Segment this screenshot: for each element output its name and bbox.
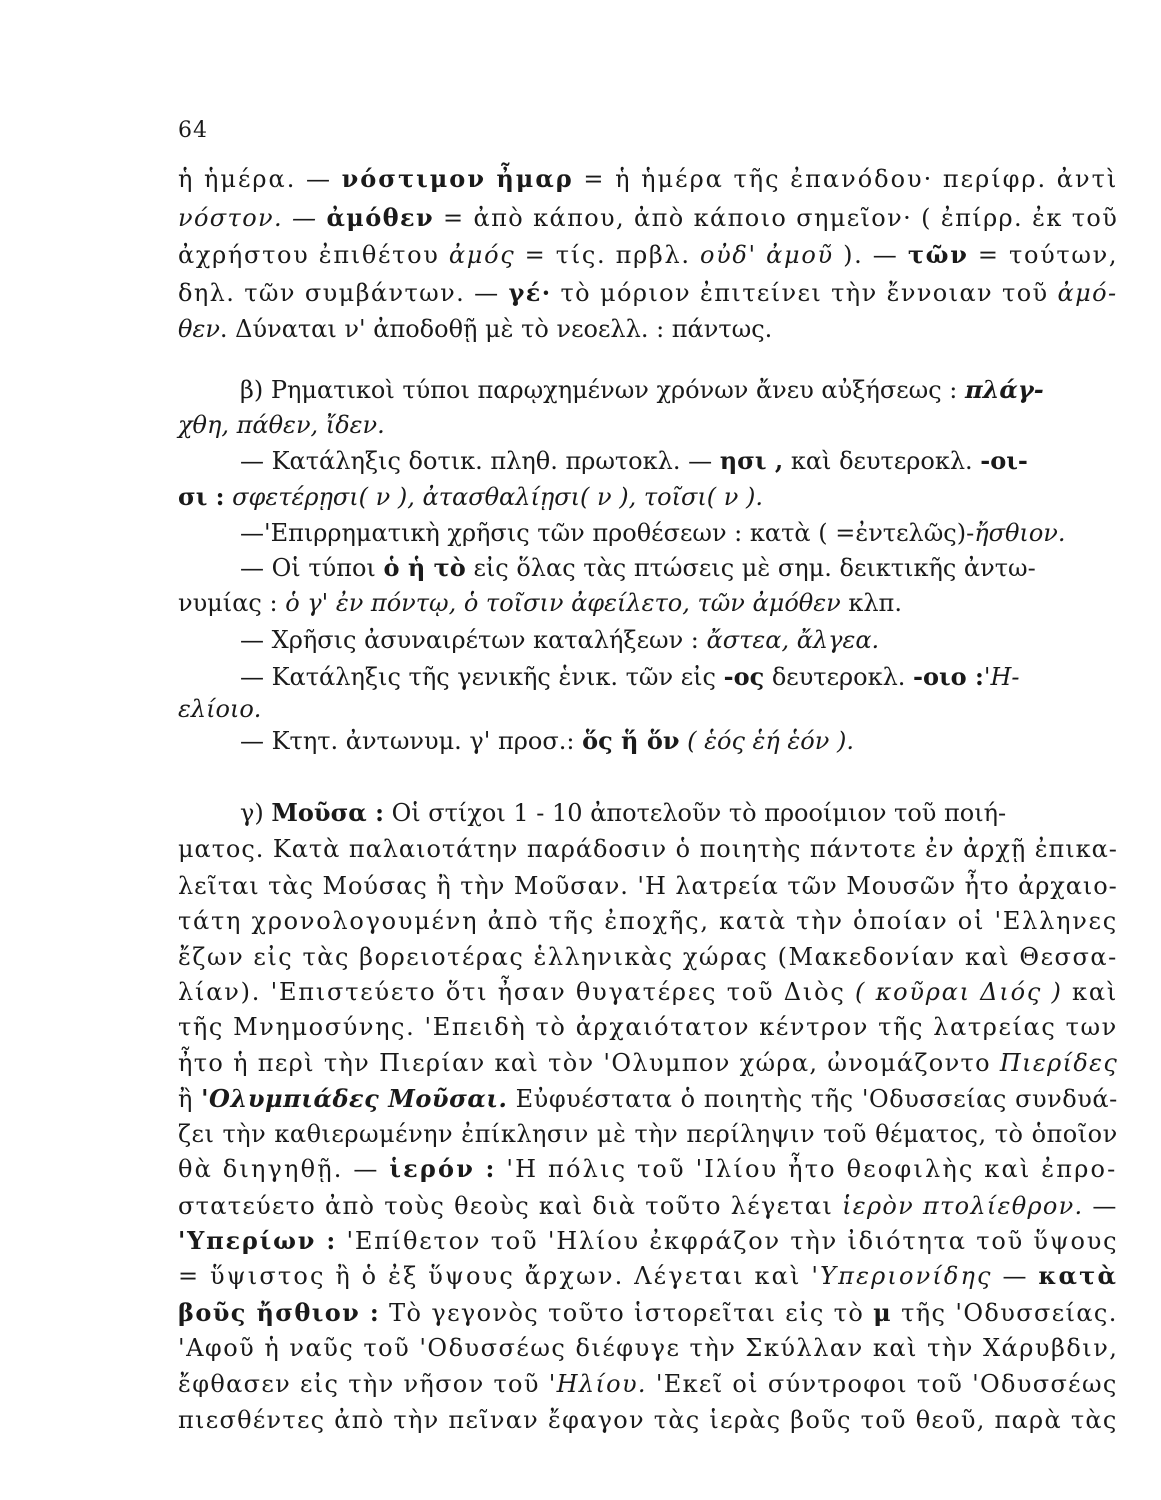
text-segment: — Κατάληξις τῆς γενικῆς ἑνικ. τῶν εἰς (240, 663, 724, 691)
text-segment: νόστον. — (178, 204, 327, 232)
text-line (240, 375, 1044, 405)
text-line (178, 1012, 1118, 1042)
text-segment: ὁ ἡ τὸ (383, 553, 466, 582)
text-line (178, 278, 1117, 308)
text-line (178, 1333, 1118, 1363)
text-line (178, 1261, 1118, 1291)
text-line (178, 588, 902, 618)
text-segment: ματος. Κατὰ παλαιοτάτην παράδοσιν ὁ ποιητὴς πάντοτε ἐν ἀρχῇ ἐπικα- (178, 835, 1118, 863)
text-segment: γ) (240, 799, 272, 827)
text-segment: θεν (178, 315, 220, 343)
text-segment: ἀμόθεν (326, 203, 435, 232)
text-line (240, 553, 1036, 583)
text-line (240, 625, 879, 655)
text-line (178, 977, 1118, 1007)
text-line (178, 942, 1118, 972)
text-segment: = ἀπὸ κάπου, ἀπὸ κάποιο σημεῖον· ( ἐπίρρ. ἐκ τοῦ (434, 204, 1119, 232)
text-line (178, 834, 1118, 864)
text-segment: ( κοῦραι Διός ) (855, 978, 1063, 1006)
text-segment: ἡ ἡμέρα. — (178, 165, 342, 193)
text-segment: καὶ (1062, 978, 1119, 1006)
text-segment: Εὐφυέστατα ὁ ποιητὴς τῆς 'Οδυσσείας συνδυά- (507, 1085, 1118, 1113)
text-line (178, 1226, 1118, 1256)
text-line (240, 662, 1020, 692)
text-segment: 'Υπερίων : (178, 1226, 338, 1255)
text-line (240, 518, 1066, 548)
text-line (178, 1191, 1118, 1221)
text-segment: οὐδ' ἀμοῦ (700, 241, 834, 269)
text-segment: ). — (833, 241, 908, 269)
text-segment: = τούτων, (968, 241, 1119, 269)
text-segment: ὅς ἥ ὅν (582, 726, 680, 755)
text-segment: 'Ηλίου. (548, 1370, 647, 1398)
text-segment: στατεύετο ἀπὸ τοὺς θεοὺς καὶ διὰ τοῦτο λέγεται (178, 1192, 843, 1220)
text-segment: τάτη χρονολογουμένη ἀπὸ τῆς ἐποχῆς, κατὰ τὴν ὁποίαν οἱ 'Ελληνες (178, 907, 1118, 935)
text-segment: ἄστεα, ἄλγεα. (706, 626, 880, 654)
text-segment: = ἡ ἡμέρα τῆς ἐπανόδου· περίφρ. ἀντὶ (573, 165, 1119, 193)
text-segment: 'Ολυμπιάδες Μοῦσαι. (201, 1084, 508, 1113)
text-segment: χθη, πάθεν, ἴδεν. (178, 411, 385, 439)
text-segment: = τίς. πρβλ. (515, 241, 700, 269)
text-segment: τῆς 'Οδυσσείας. (892, 1299, 1118, 1327)
text-segment: Μοῦσα : (271, 798, 384, 827)
text-segment: ἔφθασεν εἰς τὴν νῆσον τοῦ (178, 1370, 549, 1398)
text-segment: -ος (723, 662, 765, 691)
text-segment: 'Υπεριονίδης (811, 1262, 993, 1290)
text-segment: πιεσθέντες ἀπὸ τὴν πεῖναν ἔφαγον τὰς ἱερὰς βοῦς τοῦ θεοῦ, παρὰ τὰς (178, 1406, 1118, 1434)
text-segment: θὰ διηγηθῇ. — (178, 1155, 390, 1183)
text-segment: — Κατάληξις δοτικ. πληθ. πρωτοκλ. — (240, 447, 720, 475)
text-line (240, 726, 854, 756)
text-line (178, 410, 385, 440)
text-segment: κατὰ (1038, 1261, 1119, 1290)
text-line (240, 446, 1028, 476)
text-segment: ἤσθιον. (974, 519, 1066, 547)
text-line (178, 1154, 1117, 1184)
page-number: 64 (178, 118, 208, 143)
text-segment: -οι- (980, 446, 1028, 475)
text-segment: τὸ μόριον ἐπιτείνει τὴν ἔννοιαν τοῦ (551, 279, 1058, 307)
text-line (178, 1298, 1118, 1328)
text-segment: λεῖται τὰς Μούσας ἢ τὴν Μοῦσαν. 'Η λατρεία τῶν Μουσῶν ἦτο ἀρχαιο- (178, 872, 1118, 900)
text-segment: — (992, 1262, 1039, 1290)
text-segment: -οιο : (913, 662, 984, 691)
text-segment: ἱερὸν πτολίεθρον. (842, 1192, 1084, 1220)
text-segment: 'Η- (983, 663, 1020, 691)
text-segment: — Οἱ τύποι (240, 554, 384, 582)
text-line (178, 1084, 1118, 1114)
text-segment: κλπ. (840, 589, 902, 617)
text-segment: δηλ. τῶν συμβάντων. — (178, 279, 509, 307)
text-line (178, 482, 763, 512)
text-segment: γέ· (508, 278, 552, 307)
text-segment: . Δύναται ν' ἀποδοθῇ μὲ τὸ νεοελλ. : πάντως. (219, 315, 773, 343)
text-line (240, 798, 1006, 828)
text-segment: —'Επιρρηματικὴ χρῆσις τῶν προθέσεων : κατὰ ( =ἐντελῶς)- (240, 519, 975, 547)
text-segment: ἢ (178, 1085, 202, 1113)
text-segment: 'Επίθετον τοῦ 'Ηλίου ἐκφράζον τὴν ἰδιότητα τοῦ ὕψους (337, 1227, 1119, 1255)
text-segment: εἰς ὅλας τὰς πτώσεις μὲ σημ. δεικτικῆς ἀντω- (465, 554, 1036, 582)
text-segment: Οἱ στίχοι 1 - 10 ἀποτελοῦν τὸ προοίμιον τοῦ ποιή- (383, 799, 1007, 827)
text-segment: ελίοιο. (178, 695, 262, 723)
text-segment: ησι , (719, 446, 784, 475)
text-segment: νόστιμον ἦμαρ (341, 164, 574, 193)
text-segment: Πιερίδες (999, 1049, 1119, 1077)
text-line (178, 694, 261, 724)
text-segment: τῶν (907, 240, 969, 269)
text-line (178, 164, 1118, 194)
text-segment: καὶ δευτεροκλ. (783, 447, 981, 475)
text-segment: μ (873, 1298, 893, 1327)
text-segment: βοῦς ἤσθιον : (178, 1298, 381, 1327)
text-segment: σφετέρῃσι( ν ), ἀτασθαλίῃσι( ν ), τοῖσι( ν ). (224, 483, 763, 511)
text-line (178, 240, 1118, 270)
text-segment: τῆς Μνημοσύνης. 'Επειδὴ τὸ ἀρχαιότατον κέντρον τῆς λατρείας των (178, 1013, 1118, 1041)
text-segment: — Κτητ. ἀντωνυμ. γ' προσ.: (240, 727, 583, 755)
text-line (178, 1048, 1118, 1078)
text-segment: β) Ρηματικοὶ τύποι παρῳχημένων χρόνων ἄνευ αὐξήσεως : (240, 376, 965, 404)
text-segment: δευτεροκλ. (764, 663, 914, 691)
text-segment: Τὸ γεγονὸς τοῦτο ἱστορεῖται εἰς τὸ (380, 1299, 874, 1327)
text-segment: 'Εκεῖ οἱ σύντροφοι τοῦ 'Οδυσσέως (646, 1370, 1118, 1398)
text-segment: ἀμός (448, 241, 516, 269)
text-segment: ἦτο ἡ περὶ τὴν Πιερίαν καὶ τὸν 'Ολυμπον χώρα, ὠνομάζοντο (178, 1049, 1000, 1077)
text-segment: ἀχρήστου ἐπιθέτου (178, 241, 449, 269)
text-segment: — (1083, 1192, 1118, 1220)
text-segment: λίαν). 'Επιστεύετο ὅτι ἦσαν θυγατέρες τοῦ Διὸς (178, 978, 856, 1006)
text-line (178, 871, 1118, 901)
text-segment: = ὕψιστος ἢ ὁ ἐξ ὕψους ἄρχων. Λέγεται καὶ (178, 1262, 812, 1290)
text-segment: ( ἑός ἑή ἑόν ). (679, 727, 854, 755)
text-segment: ἀμό- (1057, 279, 1118, 307)
text-segment: πλάγ- (965, 375, 1044, 404)
text-line (178, 1405, 1118, 1435)
text-segment: 'Η πόλις τοῦ 'Ιλίου ἦτο θεοφιλὴς καὶ ἐπρο- (496, 1155, 1118, 1183)
text-segment: ἱερόν : (389, 1154, 497, 1183)
text-line (178, 1119, 1118, 1149)
text-segment: σι : (178, 482, 225, 511)
text-segment: — Χρῆσις ἀσυναιρέτων καταλήξεων : (240, 626, 707, 654)
text-line (178, 1369, 1118, 1399)
text-line (178, 203, 1118, 233)
text-segment: 'Αφοῦ ἡ ναῦς τοῦ 'Οδυσσέως διέφυγε τὴν Σκύλλαν καὶ τὴν Χάρυβδιν, (178, 1334, 1119, 1362)
text-segment: ζει τὴν καθιερωμένην ἐπίκλησιν μὲ τὴν περίληψιν τοῦ θέματος, τὸ ὁποῖον (178, 1120, 1118, 1148)
text-segment: νυμίας : (178, 589, 286, 617)
text-line (178, 314, 772, 344)
text-segment: ὁ γ' ἐν πόντῳ, ὁ τοῖσιν ἀφείλετο, τῶν ἀμόθεν (285, 589, 841, 617)
text-segment: ἔζων εἰς τὰς βορειοτέρας ἑλληνικὰς χώρας (Μακεδονίαν καὶ Θεσσα- (178, 943, 1118, 971)
text-line (178, 906, 1118, 936)
